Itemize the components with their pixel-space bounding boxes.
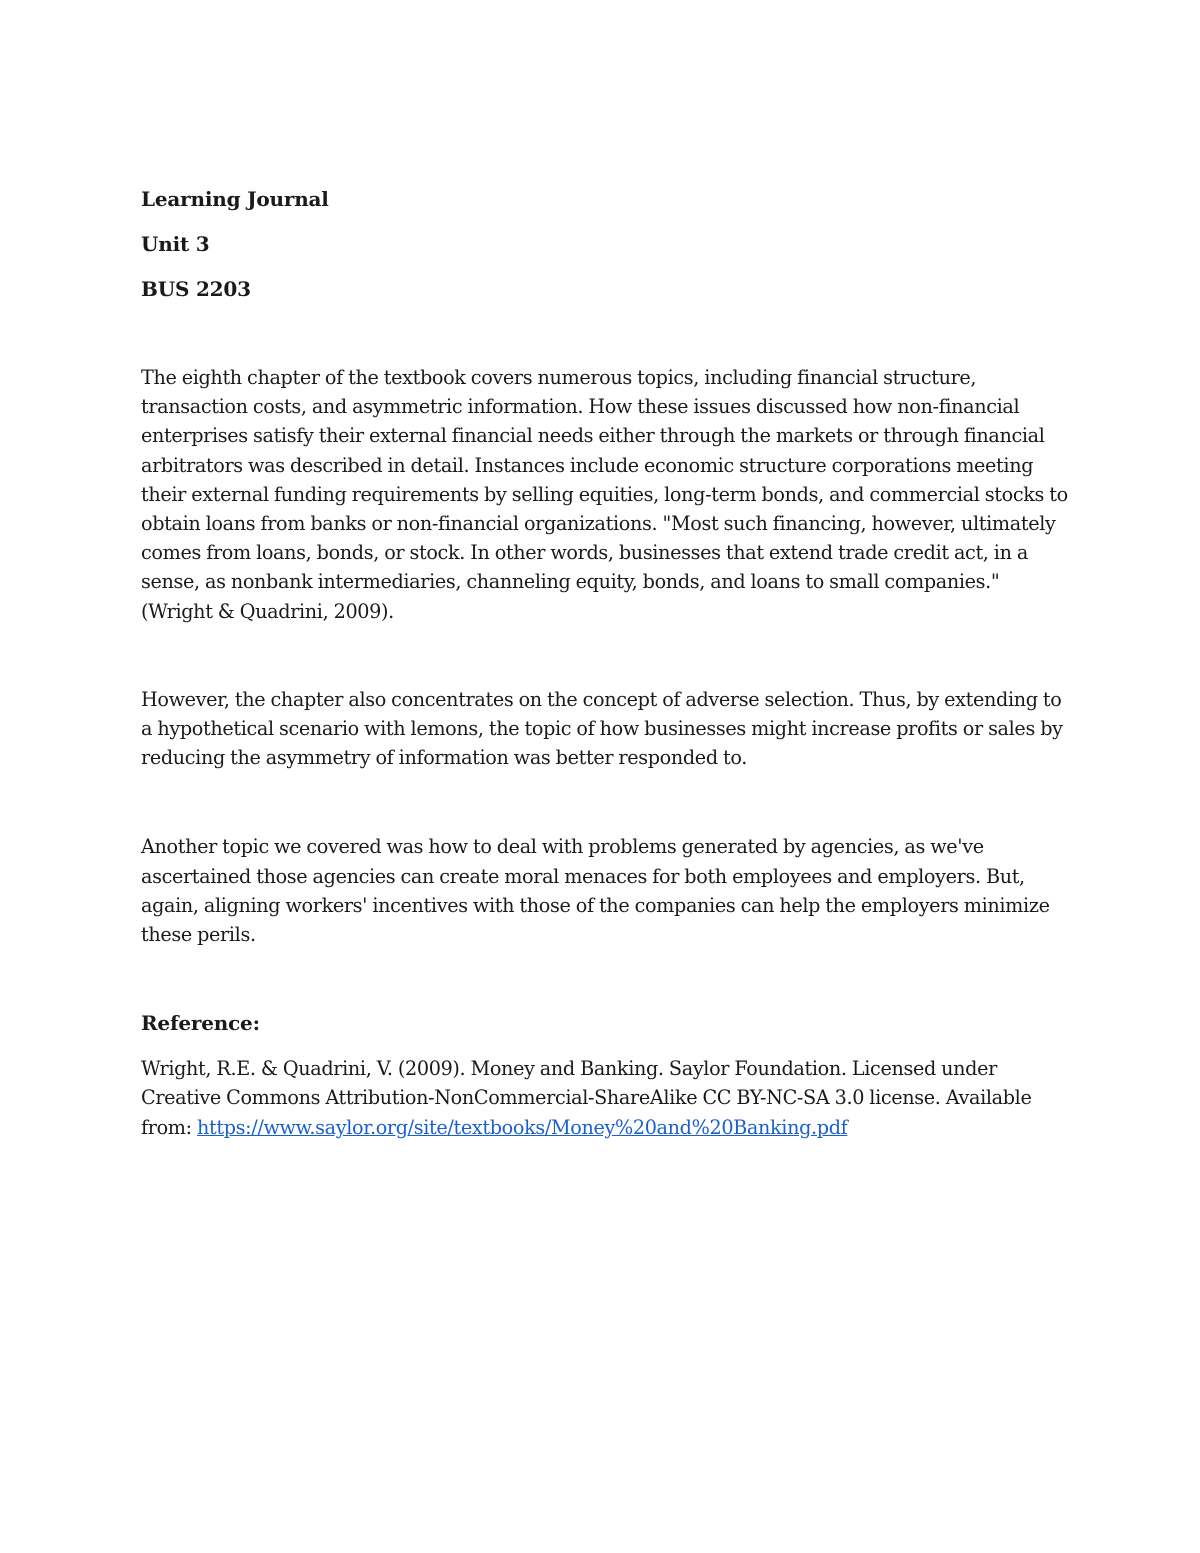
reference-link[interactable]: https://www.saylor.org/site/textbooks/Money%20and%20Banking.pdf <box>196 1115 848 1139</box>
reference-entry <box>141 1054 1071 1142</box>
course-code: BUS 2203 <box>141 277 251 301</box>
body-paragraph-1: The eighth chapter of the textbook covers numerous topics, including financial structure, transaction costs, and asymmetric information. How these issues discussed how non-financial enterprises satisfy their external financial needs either through the markets or through financial arbitrators was described in detail. Instances include economic structure corporations meeting their external funding requirements by selling equities, long-term bonds, and commercial stocks to obtain loans from banks or non-financial organizations. "Most such financing, however, ultimately comes from loans, bonds, or stock. In other words, businesses that extend trade credit act, in a sense, as nonbank intermediaries, channeling equity, bonds, and loans to small companies." (Wright & Quadrini, 2009). <box>141 366 1068 623</box>
reference-citation: Wright, R.E. & Quadrini, V. (2009). Money and Banking. Saylor Foundation. Licensed under Creative Commons Attribution-NonCommercial-ShareAlike CC BY-NC-SA 3.0 license. Available from: <box>141 1057 1032 1139</box>
body-paragraph-3: Another topic we covered was how to deal with problems generated by agencies, as we've ascertained those agencies can create moral menaces for both employees and employers. But, again, aligning workers' incentives with those of the companies can help the employers minimize these perils. <box>141 835 1050 947</box>
document-title: Learning Journal <box>141 187 329 211</box>
document-page <box>141 184 1071 1142</box>
reference-heading: Reference: <box>141 1011 260 1036</box>
body-paragraph-2: However, the chapter also concentrates on the concept of adverse selection. Thus, by extending to a hypothetical scenario with lemons, the topic of how businesses might increase profits or sales by reducing the asymmetry of information was better responded to. <box>141 687 1063 770</box>
unit-label: Unit 3 <box>141 232 210 256</box>
